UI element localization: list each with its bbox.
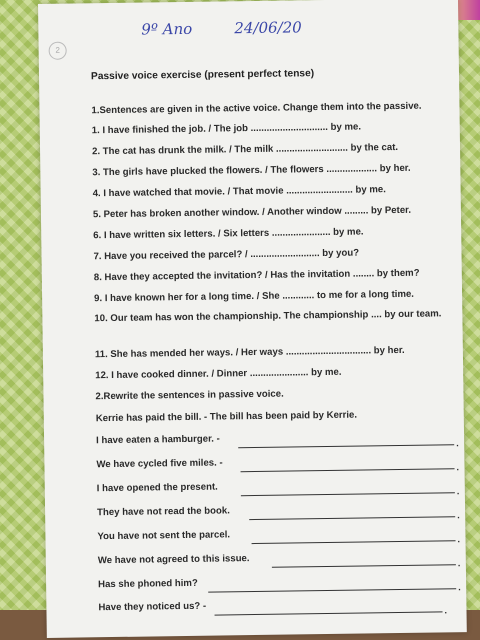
exercise-item: 11. She has mended her ways. / Her ways ................................ by her. bbox=[94, 344, 405, 361]
answer-line bbox=[215, 611, 443, 615]
handwritten-date: 24/06/20 bbox=[234, 18, 302, 38]
answer-line bbox=[208, 588, 456, 592]
exercise-item: 7. Have you received the parcel? / .......................... by you? bbox=[93, 247, 360, 263]
rewrite-item: I have eaten a hamburger. - bbox=[96, 433, 220, 447]
rewrite-item: They have not read the book. bbox=[97, 505, 230, 519]
answer-line bbox=[241, 492, 455, 496]
exercise-item: 5. Peter has broken another window. / Another window ......... by Peter. bbox=[92, 204, 412, 221]
answer-line bbox=[252, 540, 456, 544]
section1-instruction: 1.Sentences are given in the active voice. Change them into the passive. bbox=[91, 100, 422, 117]
rewrite-item: Has she phoned him? bbox=[98, 577, 198, 591]
answer-line bbox=[238, 444, 454, 448]
exercise-item: 6. I have written six letters. / Six letters ...................... by me. bbox=[93, 226, 364, 242]
exercise-item: 9. I have known her for a long time. / She ............ to me for a long time. bbox=[94, 288, 415, 305]
rewrite-item: I have opened the present. bbox=[96, 481, 218, 495]
rewrite-item: We have cycled five miles. - bbox=[96, 457, 223, 471]
answer-line bbox=[249, 516, 455, 520]
exercise-item: 2. The cat has drunk the milk. / The milk ........................... by the cat. bbox=[91, 141, 399, 158]
rewrite-item: You have not sent the parcel. bbox=[97, 529, 231, 543]
handwritten-grade: 9º Ano bbox=[141, 19, 193, 39]
exercise-item: 10. Our team has won the championship. The championship .... by our team. bbox=[94, 308, 442, 325]
answer-line bbox=[241, 468, 455, 472]
exercise-item: 8. Have they accepted the invitation? / Has the invitation ........ by them? bbox=[93, 267, 420, 284]
hole-punch-mark: 2 bbox=[49, 42, 67, 60]
answer-line bbox=[272, 564, 456, 568]
rewrite-item: We have not agreed to this issue. bbox=[97, 553, 250, 567]
section2-example: Kerrie has paid the bill. - The bill has been paid by Kerrie. bbox=[95, 409, 358, 425]
section2-instruction: 2.Rewrite the sentences in passive voice. bbox=[95, 388, 284, 403]
worksheet-paper: 2 9º Ano 24/06/20 Passive voice exercise (present perfect tense) 1.Sentences are given in the active voice. Change them into the passive. 1. I have finished the job. / The job ............................. by me. 2. The cat has drunk the milk. / The milk ........................... by the cat. 3. The girls have plucked the flowers. / The flowers ................... by her. 4. I have watched that movie. / That movie ......................... by me. 5. Peter has broken another window. / Another window ......... by Peter. 6. I have written six letters. / Six letters ...................... by me. 7. Have you received the parcel? / .......................... by you? 8. Have they accepted the invitation? / Has the invitation ........ by them? 9. I have known her for a long time. / She ............ to me for a long time. 10. Our team has won the championship. The championship .... by our team. 11. She has mended her ways. / Her ways ................................ by her. 12. I have cooked dinner. / Dinner ...................... by me. 2.Rewrite the sentences in passive voice. Kerrie has paid the bill. - The bill has been paid by Kerrie. I have eaten a hamburger. - . We have cycled five miles. - . I have opened the present. . They have not read the book. . You have not sent the parcel. . We have not agreed to this issue. . Has she phoned him? . Have they noticed us? - . bbox=[38, 0, 467, 638]
exercise-item: 3. The girls have plucked the flowers. / The flowers ................... by her. bbox=[92, 162, 411, 179]
exercise-item: 1. I have finished the job. / The job ............................. by me. bbox=[91, 121, 362, 137]
rewrite-item: Have they noticed us? - bbox=[98, 600, 207, 614]
worksheet-title: Passive voice exercise (present perfect tense) bbox=[90, 68, 315, 83]
exercise-item: 12. I have cooked dinner. / Dinner ...................... by me. bbox=[95, 366, 342, 382]
exercise-item: 4. I have watched that movie. / That movie ......................... by me. bbox=[92, 184, 386, 200]
